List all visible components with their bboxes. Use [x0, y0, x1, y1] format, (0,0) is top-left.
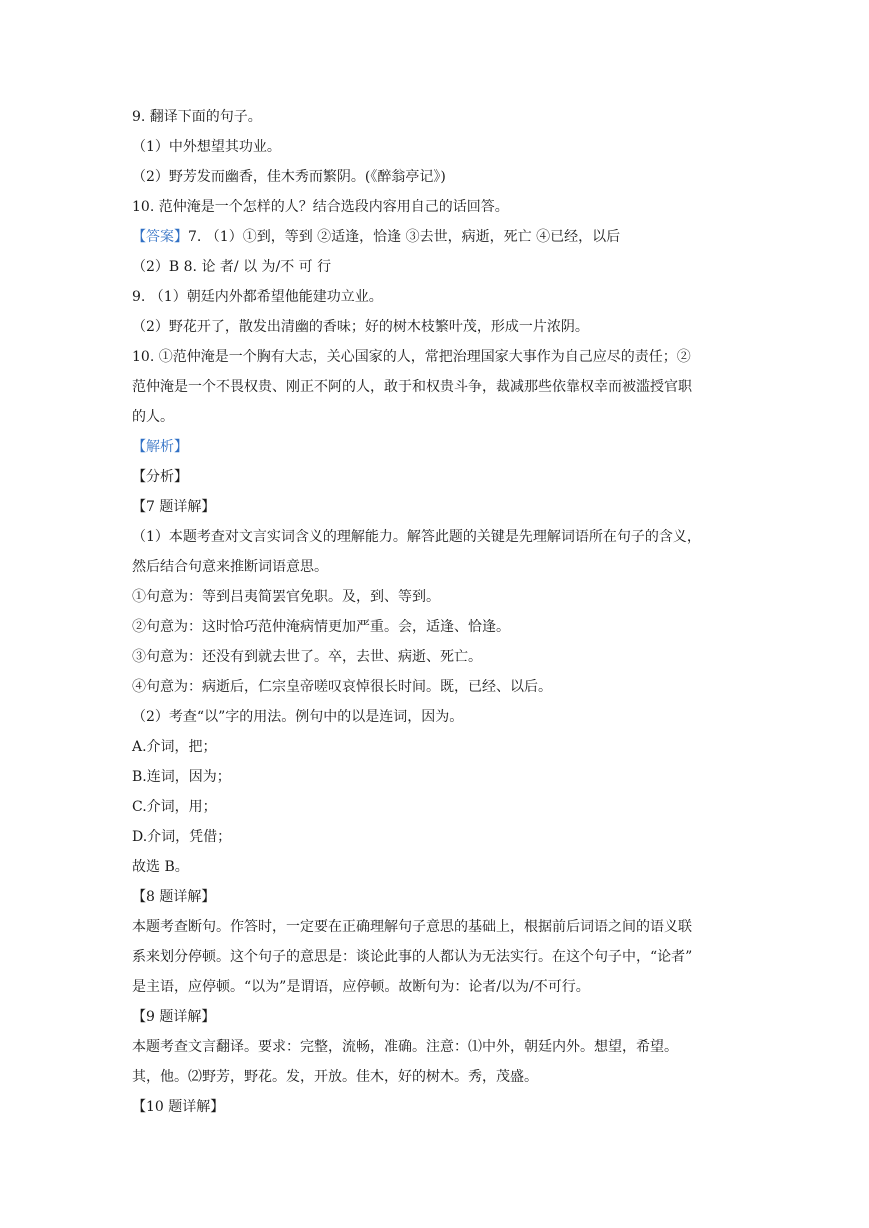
- answer-line-1: [132, 227, 620, 247]
- q8-line-2: 系来划分停顿。这个句子的意思是：谈论此事的人都认为无法实行。在这个句子中，“论者”: [132, 949, 693, 965]
- q7-option-d: D.介词，凭借；: [132, 829, 232, 845]
- fenxi-heading: 【分析】: [132, 469, 188, 485]
- q9-title: 9. 翻译下面的句子。: [132, 109, 262, 125]
- q10-title: 10. 范仲淹是一个怎样的人？结合选段内容用自己的话回答。: [132, 199, 509, 215]
- q10-heading: 【10 题详解】: [132, 1099, 225, 1115]
- answer-label: 【答案】: [132, 229, 188, 245]
- answer-line-7: 的人。: [132, 409, 174, 425]
- q7-line-7: （2）考查“以”字的用法。例句中的以是连词，因为。: [132, 709, 464, 725]
- q7-option-b: B.连词，因为；: [132, 769, 231, 785]
- answer-line-6: 范仲淹是一个不畏权贵、刚正不阿的人，敢于和权贵斗争，裁减那些依靠权幸而被滥授官职: [132, 379, 692, 395]
- q7-option-c: C.介词，用；: [132, 799, 217, 815]
- q9-item-2: （2）野芳发而幽香，佳木秀而繁阴。(《醉翁亭记》): [132, 169, 446, 185]
- q7-line-4: ②句意为：这时恰巧范仲淹病情更加严重。会，适逢、恰逢。: [132, 619, 510, 635]
- answer-line-3: 9. （1）朝廷内外都希望他能建功立业。: [132, 289, 383, 305]
- q7-line-1: （1）本题考查对文言实词含义的理解能力。解答此题的关键是先理解词语所在句子的含义，: [132, 529, 701, 545]
- q9-heading: 【9 题详解】: [132, 1009, 216, 1025]
- q7-line-5: ③句意为：还没有到就去世了。卒，去世、病逝、死亡。: [132, 649, 482, 665]
- answer-line-2: （2）B 8. 论 者/ 以 为/不 可 行: [132, 259, 332, 275]
- q7-selection: 故选 B。: [132, 859, 189, 875]
- q7-line-6: ④句意为：病逝后，仁宗皇帝嗟叹哀悼很长时间。既，已经、以后。: [132, 679, 552, 695]
- q8-heading: 【8 题详解】: [132, 889, 216, 905]
- q8-line-1: 本题考查断句。作答时，一定要在正确理解句子意思的基础上，根据前后词语之间的语义联: [132, 919, 692, 935]
- q7-line-2: 然后结合句意来推断词语意思。: [132, 559, 328, 575]
- q9-item-1: （1）中外想望其功业。: [132, 139, 281, 155]
- analysis-label: 【解析】: [132, 439, 188, 455]
- q7-line-3: ①句意为：等到吕夷简罢官免职。及，到、等到。: [132, 589, 440, 605]
- q7-option-a: A.介词，把；: [132, 739, 217, 755]
- q8-line-3: 是主语，应停顿。“以为”是谓语，应停顿。故断句为：论者/以为/不可行。: [132, 979, 590, 995]
- q7-heading: 【7 题详解】: [132, 499, 216, 515]
- q9-line-2: 其，他。⑵野芳，野花。发，开放。佳木，好的树木。秀，茂盛。: [132, 1069, 538, 1085]
- answer-line-1-text: 7. （1）①到，等到 ②适逢，恰逢 ③去世，病逝，死亡 ④已经，以后: [188, 229, 621, 245]
- q9-line-1: 本题考查文言翻译。要求：完整，流畅，准确。注意：⑴中外，朝廷内外。想望，希望。: [132, 1039, 678, 1055]
- answer-line-4: （2）野花开了，散发出清幽的香味；好的树木枝繁叶茂，形成一片浓阴。: [132, 319, 589, 335]
- answer-line-5: 10. ①范仲淹是一个胸有大志，关心国家的人，常把治理国家大事作为自己应尽的责任；②: [132, 349, 691, 365]
